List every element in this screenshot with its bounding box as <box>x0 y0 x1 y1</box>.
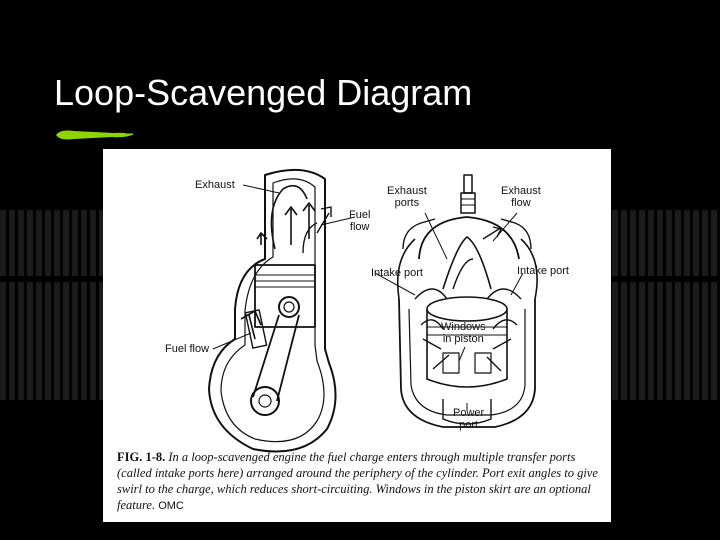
label-exhaust-flow: Exhaust flow <box>501 185 541 209</box>
cutaway-engine <box>375 175 537 427</box>
figure-caption <box>117 449 605 514</box>
label-windows-in-piston: Windows in piston <box>441 321 486 345</box>
slide-title: Loop-Scavenged Diagram <box>54 72 473 113</box>
label-intake-port-right: Intake port <box>517 265 569 277</box>
label-exhaust: Exhaust <box>195 179 235 191</box>
caption-fig-number: FIG. 1-8. <box>117 450 166 464</box>
label-intake-port-left: Intake port <box>371 267 423 279</box>
label-power-port: Power port <box>453 407 485 431</box>
cross-section-engine <box>209 170 355 452</box>
caption-text: In a loop-scavenged engine the fuel charge enters through multiple transfer ports (called intake ports here) arranged around the periphery of the cylinder. Port exit angles to give swirl to the charge, which reduces short-circuiting. Windows in the piston skirt are an optional feature. <box>117 450 598 512</box>
label-exhaust-ports: Exhaust ports <box>387 185 427 209</box>
label-fuel-flow-top: Fuel flow <box>349 209 371 233</box>
title-accent-brush <box>54 126 134 144</box>
diagram-figure <box>103 149 611 522</box>
caption-source: OMC <box>158 500 184 512</box>
label-fuel-flow-bottom: Fuel flow <box>165 343 210 355</box>
